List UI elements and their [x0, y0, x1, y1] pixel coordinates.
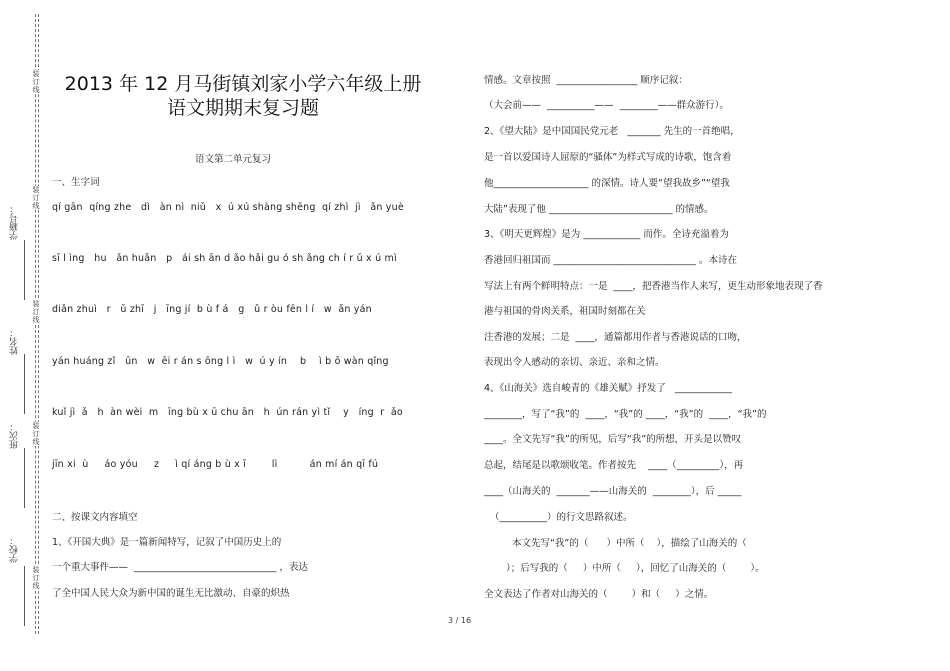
bind-label: 装订线 — [30, 422, 42, 446]
pinyin-row: jīn xi ù áo yóu z ì qí áng b ù x ī lì án mí án qī fú — [52, 459, 379, 470]
bind-label: 装订线 — [30, 566, 42, 590]
body-line: 他____________________ 的深情。诗人要“望我故乡”“望我 — [484, 178, 730, 189]
body-line: 总起，结尾是以歌颂收笔。作者按先 ____（_________），再 — [484, 460, 744, 471]
body-line: 1、《开国大典》是一篇新闻特写，记叙了中国历史上的 — [52, 537, 282, 548]
class-line — [24, 448, 25, 508]
class-label: 班次： — [10, 422, 20, 449]
bind-label: 装订线 — [30, 186, 42, 210]
body-line: 表现出令人感动的亲切、亲近、亲和之情。 — [484, 357, 665, 368]
bind-label: 装订线 — [30, 70, 42, 94]
name-label: 姓名： — [10, 328, 20, 355]
body-line: ）；后写我的（ ）中所（ ），回忆了山海关的（ ）。 — [506, 563, 765, 574]
body-line: 情感。文章按照 _________________ 顺序记叙： — [484, 75, 688, 86]
body-line: 一个重大事件—— ______________________________ ，表达 — [52, 562, 309, 573]
section1-heading: 一、生字词 — [52, 177, 100, 188]
body-line: 写法上有两个鲜明特点：一是 ____，把香港当作人来写，更生动形象地表现了香 — [484, 281, 823, 292]
body-line: 是一首以爱国诗人屈原的“骚体”为样式写成的诗歌，饱含着 — [484, 152, 732, 163]
body-line: 大陆”表现了他 __________________________ 的情感。 — [484, 204, 714, 215]
body-line: （__________）的行文思路叙述。 — [490, 512, 633, 523]
name-line — [24, 354, 25, 414]
body-line: 4、《山海关》选自峻青的《雄关赋》抒发了 ____________ — [484, 383, 732, 394]
pinyin-row: yán huáng zǐ ūn w ēi r án s ōng l ì w ú y ín b ì b ō wàn qǐng — [52, 356, 389, 367]
body-line: 2、《望大陆》是中国国民党元老 _______ 先生的一首绝唱， — [484, 126, 740, 137]
body-line: 本文先写“我”的（ ）中所（ ），描绘了山海关的（ — [512, 538, 747, 549]
unit-title: 语文第二单元复习 — [195, 154, 272, 165]
student-id-label: 学籍号： — [10, 204, 20, 240]
binding-margin — [0, 0, 50, 671]
body-line: 全文表达了作者对山海关的（ ）和（ ）之情。 — [484, 589, 714, 600]
page-title-line2: 语文期期末复习题 — [166, 97, 319, 119]
body-line: ________，写了“我”的 ____，“我”的 ____，“我”的 ____，“我”的 — [484, 409, 767, 420]
school-line — [24, 566, 25, 626]
body-line: 注香港的发展；二是 ____，通篇都用作者与香港说话的口吻， — [484, 332, 747, 343]
pinyin-row: sī l ìng hu ǎn huǎn p ái sh ān d ǎo hǎi gu ó sh ǎng ch í r ǔ x ú mì — [52, 253, 397, 264]
pinyin-row: qí gān qíng zhe dì àn nì niǔ x ú xú shàng shēng qí zhì jì ǎn yuè — [52, 202, 404, 213]
binding-dashed-line — [38, 14, 39, 634]
body-line: 了全中国人民大众为新中国的诞生无比激动、自豪的炽热 — [52, 588, 290, 599]
binding-dashed-line — [35, 14, 36, 634]
school-label: 学校： — [10, 536, 20, 563]
body-line: （大会前—— __________—— ________——群众游行）。 — [484, 100, 729, 111]
body-line: 香港回归祖国而 ______________________________ 。本诗在 — [484, 255, 738, 266]
page-number: 3 / 16 — [448, 616, 472, 625]
student-id-line — [24, 240, 25, 300]
bind-label: 装订线 — [30, 300, 42, 324]
body-line: ____。全文先写“我”的所见，后写“我”的所想，开头是以赞叹 — [484, 434, 742, 445]
body-line: 港与祖国的骨肉关系，祖国时刻都在关 — [484, 306, 646, 317]
body-line: ____（山海关的 _______——山海关的 ________），后 _____ — [484, 486, 742, 497]
pinyin-row: diǎn zhuì r ǔ zhī j īng jí b ù f á g ǔ r òu fēn l í w ǎn yán — [52, 304, 372, 315]
body-line: 3、《明天更辉煌》是为 ____________ 而作。全诗充溢着为 — [484, 229, 729, 240]
section2-heading: 二、按课文内容填空 — [52, 512, 138, 523]
page-title-line1: 2013 年 12 月马街镇刘家小学六年级上册 — [64, 73, 422, 95]
pinyin-row: kuǐ jì ǎ h àn wèi m īng bù x ū chu ān h ún rán yì tǐ y íng r ǎo — [52, 407, 403, 418]
